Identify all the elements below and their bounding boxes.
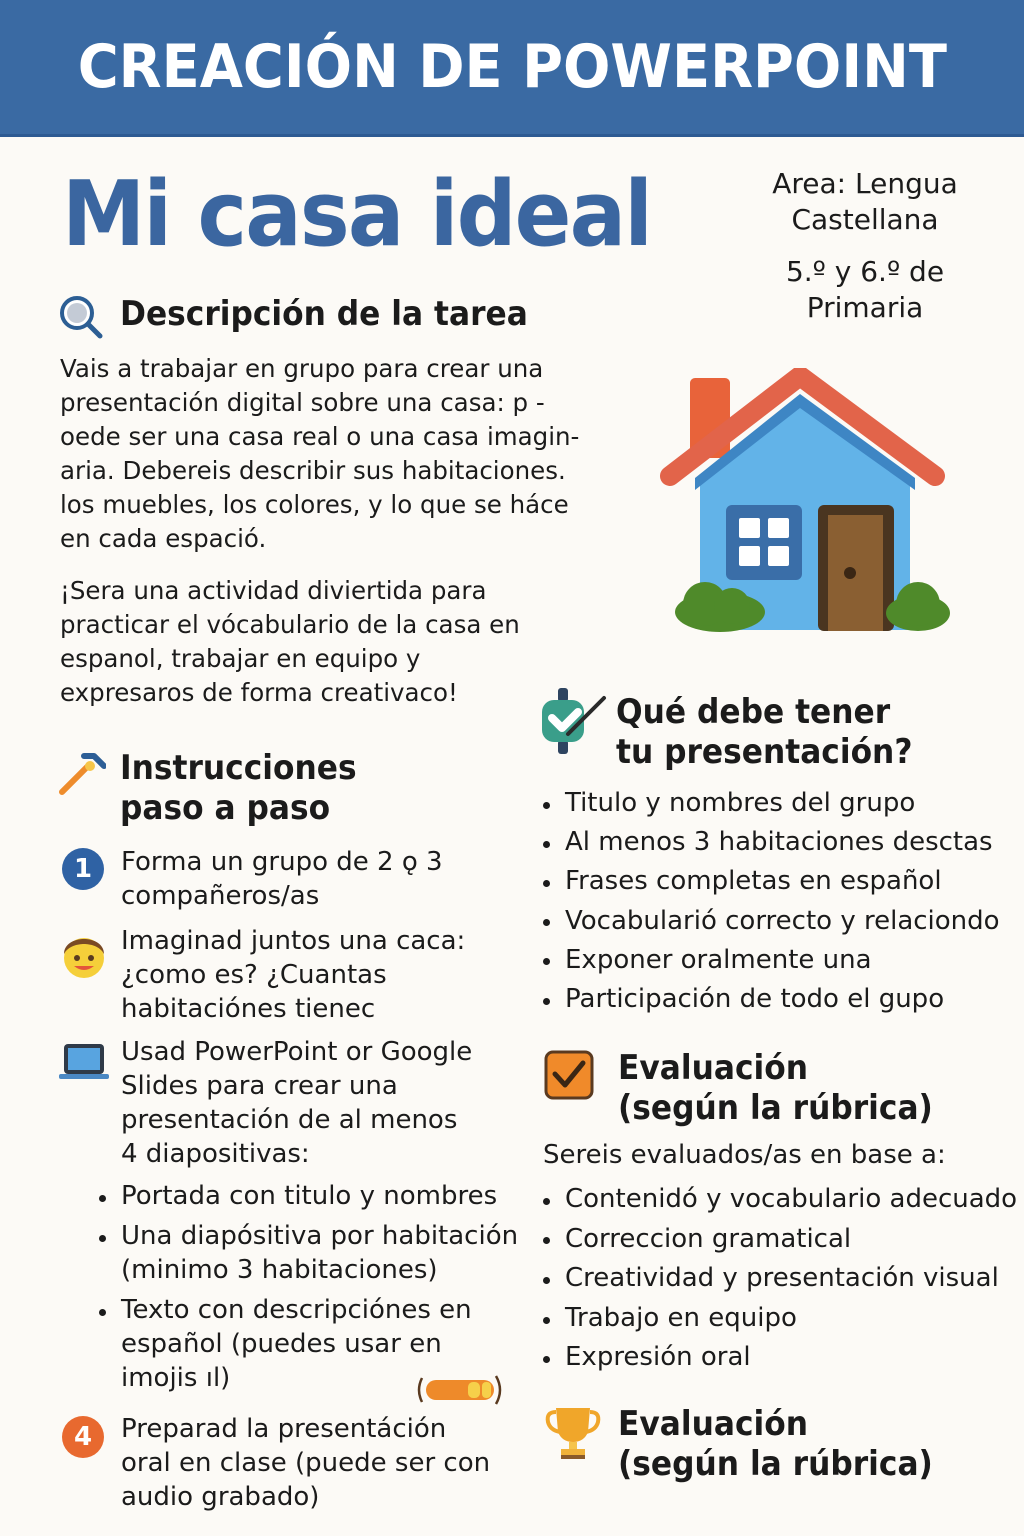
description-paragraph [60, 352, 579, 556]
list-item: Contenidó y vocabulario adecuado [541, 1180, 1017, 1220]
list-item: Frases completas en español [541, 862, 1000, 901]
text-line: oral en clase (puede ser con [121, 1448, 491, 1478]
banner-title: CREACIÓN DE POWERPOINT [77, 32, 947, 102]
grade-line: Primaria [806, 291, 924, 324]
text-line: Vais a trabajar en grupo para crear una [60, 354, 544, 383]
instructions-heading [120, 748, 357, 828]
face-icon [60, 928, 108, 984]
evaluation-heading [618, 1048, 933, 1128]
text-line: Imaginad juntos una caca: [121, 926, 466, 956]
heading-line: Evaluación [618, 1048, 808, 1088]
requirements-heading [616, 692, 912, 772]
text-line: español (puedes usar en [121, 1329, 442, 1359]
heading-line: (según la rúbrica) [618, 1444, 933, 1484]
text-line: en cada espació. [60, 524, 267, 553]
laptop-icon [58, 1042, 110, 1086]
text-line: Usad PowerPoint or Google [121, 1037, 473, 1067]
hammer-icon [56, 752, 106, 804]
text-line: expresaros de forma creativaco! [60, 678, 458, 707]
text-line: ¡Sera una actividad diviertida para [60, 576, 487, 605]
list-item: Trabajo en equipo [541, 1299, 1017, 1339]
evaluation-intro: Sereis evaluados/as en base a: [543, 1140, 946, 1170]
step-4-text [121, 1412, 490, 1514]
bullet-dot [99, 1309, 106, 1316]
text-line: compañeros/as [121, 881, 320, 911]
subitem [97, 1179, 518, 1213]
step-4-badge: 4 [62, 1416, 104, 1458]
text-line: ¿como es? ¿Cuantas [121, 960, 387, 990]
page-title: Mi casa ideal [62, 162, 652, 267]
text-line: habitaciónes tienec [121, 994, 376, 1024]
area-line: Area: Lengua [772, 167, 958, 200]
grade-label [740, 254, 990, 326]
subitem [97, 1219, 518, 1287]
step-1-text [121, 845, 443, 913]
text-line: espanol, trabajar en equipo y [60, 644, 421, 673]
list-item: Vocabularió correcto y relaciondo [541, 902, 1000, 941]
text-line: Preparad la presentáción [121, 1414, 447, 1444]
bullet-dot [99, 1195, 106, 1202]
checkbox-icon [544, 1050, 594, 1104]
list-item: Exponer oralmente una [541, 941, 1000, 980]
requirements-list [541, 784, 1000, 1019]
trophy-icon [544, 1402, 602, 1466]
text-line: Forma un grupo de 2 ǫ 3 [121, 847, 443, 877]
bullet-dot [99, 1235, 106, 1242]
text-line: (minimo 3 habitaciones) [121, 1255, 438, 1285]
heading-line: Evaluación [618, 1404, 808, 1444]
text-line: oede ser una casa real o una casa imagin- [60, 422, 580, 451]
text-line: aria. Debereis describir sus habitaciones. [60, 456, 566, 485]
text-line: audio grabado) [121, 1482, 320, 1512]
heading-line: tu presentación? [616, 732, 913, 772]
heading-line: Instrucciones [120, 748, 357, 788]
step-3-text [121, 1035, 472, 1171]
area-line: Castellana [791, 203, 939, 236]
text-line: Slides para crear una [121, 1071, 398, 1101]
step-1-badge: 1 [62, 848, 104, 890]
list-item: Titulo y nombres del grupo [541, 784, 1000, 823]
description-paragraph-2 [60, 574, 520, 710]
heading-line: Qué debe tener [616, 692, 891, 732]
text-line: Portada con titulo y nombres [121, 1181, 498, 1211]
list-item: Expresión oral [541, 1338, 1017, 1378]
marker-icon [414, 1372, 504, 1412]
text-line: presentación de al menos [121, 1105, 458, 1135]
heading-line: (según la rúbrica) [618, 1088, 933, 1128]
text-line: presentación digital sobre una casa: p - [60, 388, 545, 417]
grade-line: 5.º y 6.º de [785, 255, 945, 288]
checklist-icon [538, 688, 610, 758]
text-line: los muebles, los colores, y lo que se háce [60, 490, 569, 519]
header-banner [0, 0, 1024, 137]
step-2-text [121, 924, 465, 1026]
house-illustration [660, 368, 950, 636]
text-line: practicar el vócabulario de la casa en [60, 610, 520, 639]
list-item: Correccion gramatical [541, 1220, 1017, 1260]
list-item: Participación de todo el gupo [541, 980, 1000, 1019]
text-line: 4 diapositivas: [121, 1139, 310, 1169]
evaluation2-heading [618, 1404, 933, 1484]
area-label [740, 166, 990, 238]
heading-line: paso a paso [120, 788, 331, 828]
list-item: Al menos 3 habitaciones desctas [541, 823, 1000, 862]
magnifier-icon [58, 294, 104, 344]
evaluation-list [541, 1180, 1017, 1378]
text-line: Una diapósitiva por habitación [121, 1221, 519, 1251]
description-heading: Descripción de la tarea [120, 294, 528, 334]
list-item: Creatividad y presentación visual [541, 1259, 1017, 1299]
step-3-subitems [97, 1179, 518, 1395]
text-line: Texto con descripciónes en [121, 1295, 472, 1325]
text-line: imojis ıl) [121, 1363, 231, 1393]
